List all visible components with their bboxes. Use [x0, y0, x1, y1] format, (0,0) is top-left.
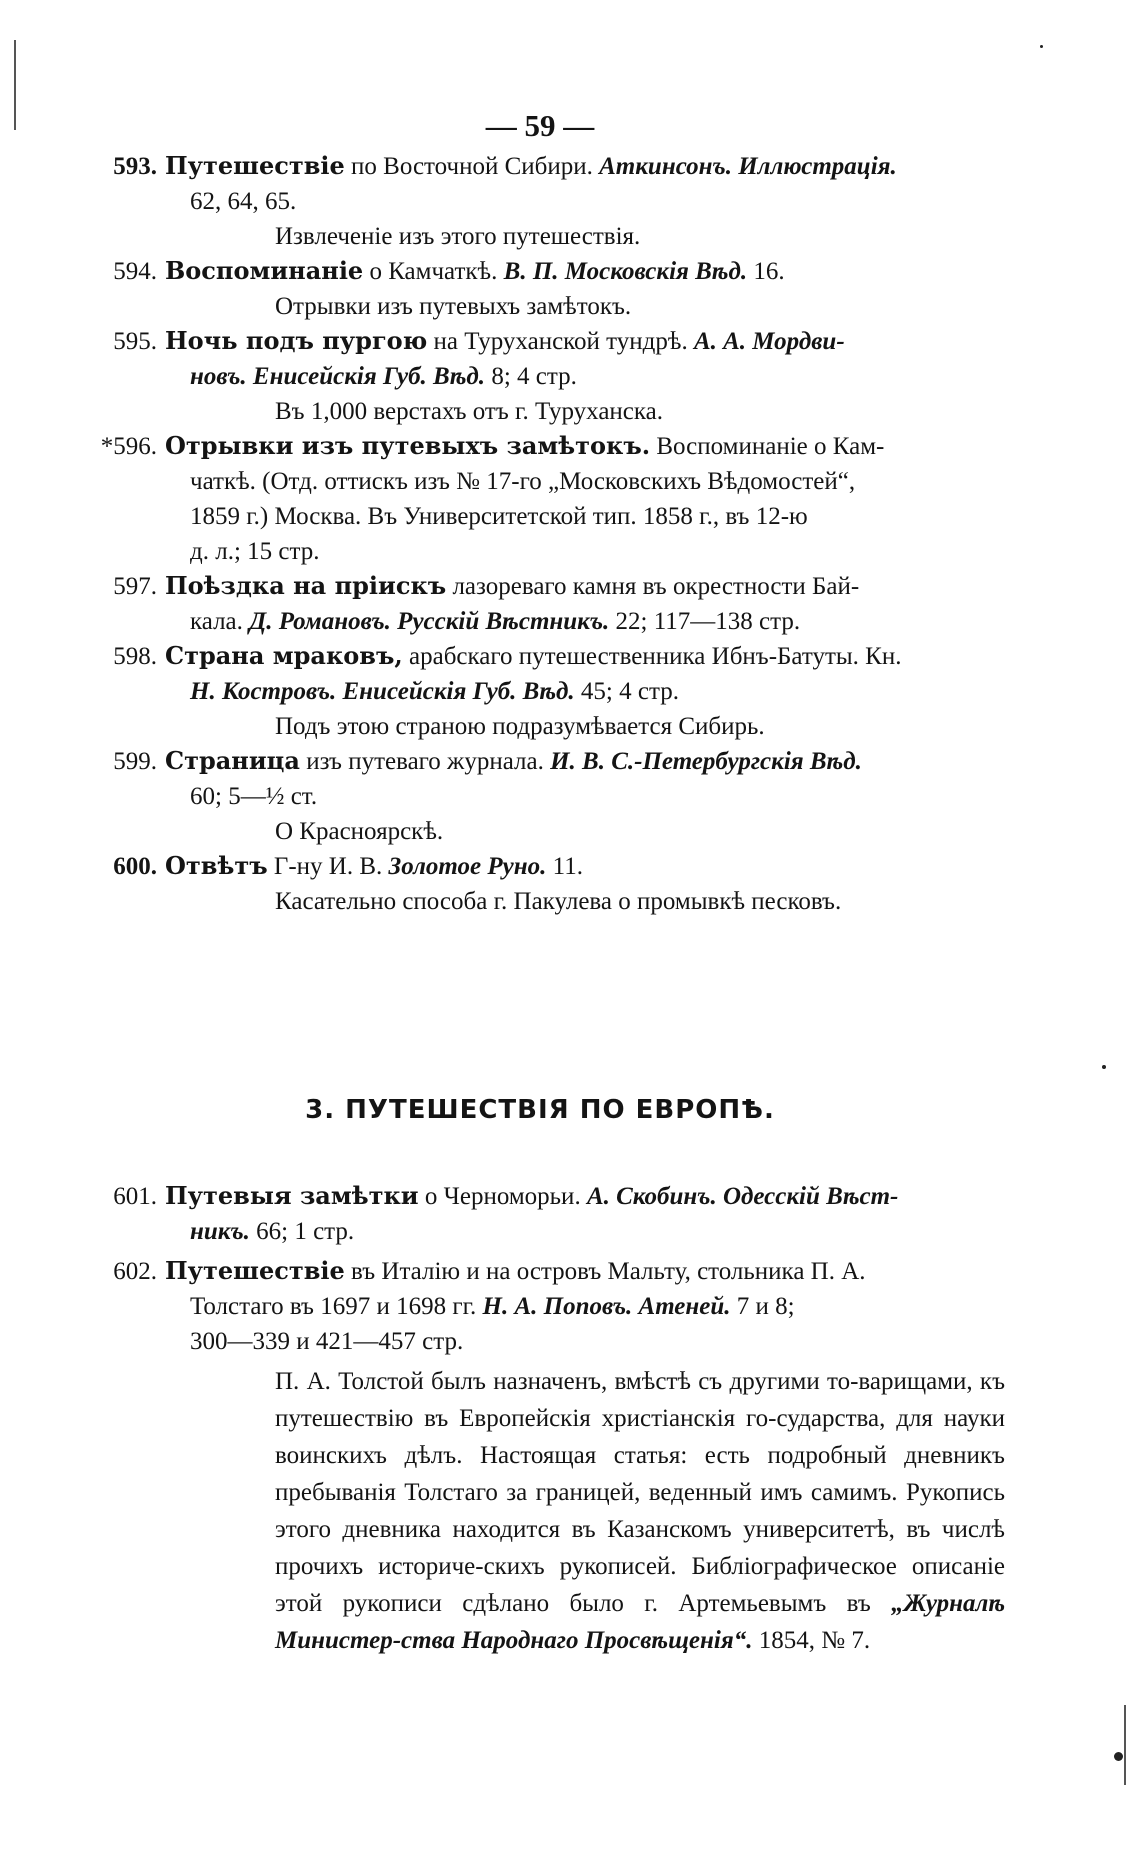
entry-line: Толстаго въ 1697 и 1698 гг.: [190, 1293, 483, 1320]
entry-note: Отрывки изъ путевыхъ замѣтокъ.: [275, 293, 632, 320]
entry-continuation: 60; 5—½ ст.: [190, 783, 318, 810]
entry-596: [75, 428, 1005, 569]
entry-author: А. А. Мордви-: [693, 328, 845, 355]
entry-line: 300—339 и 421—457 стр.: [190, 1328, 464, 1355]
entry-number: 601.: [113, 1183, 157, 1210]
entry-title: Воспоминаніе: [165, 256, 364, 285]
entry-text: арабскаго путешественника Ибнъ-Батуты. Кн.: [402, 643, 902, 670]
entry-note: Извлеченіе изъ этого путешествія.: [275, 223, 641, 250]
entry-text: лазореваго камня въ окрестности Бай-: [446, 573, 860, 600]
entry-annotation: [75, 1363, 1005, 1659]
entry-number: 599.: [113, 748, 157, 775]
entry-593: [75, 148, 1005, 254]
entry-line: чаткѣ. (Отд. оттискъ изъ № 17-го „Московскихъ Вѣдомостей“,: [190, 468, 856, 495]
entry-issue: 16.: [747, 258, 785, 285]
entry-title: Отрывки изъ путевыхъ замѣтокъ.: [165, 431, 651, 460]
entry-number: 594.: [113, 258, 157, 285]
entry-note: О Красноярскѣ.: [275, 818, 444, 845]
page-number: — 59 —: [485, 108, 595, 143]
annotation-journal: „Журналѣ Министер-ства Народнаго Просвѣщенія“.: [275, 1590, 1005, 1654]
annotation-tail: 1854, № 7.: [752, 1627, 871, 1654]
entry-author: А. Скобинъ. Одесскій Вѣст-: [586, 1183, 899, 1210]
entry-title: Путешествіе: [165, 1256, 345, 1285]
entry-595: [75, 323, 1005, 429]
entry-continuation: 66; 1 стр.: [249, 1218, 355, 1245]
scan-speck: [1040, 45, 1043, 48]
entry-text: на Туруханской тундрѣ.: [427, 328, 694, 355]
entry-line: 7 и 8;: [730, 1293, 795, 1320]
entry-continuation: 8; 4 стр.: [485, 363, 577, 390]
entry-598: [75, 638, 1005, 744]
entry-title: Страна мраковъ,: [165, 641, 403, 670]
entry-number: 602.: [113, 1258, 157, 1285]
entry-594: [75, 253, 1005, 324]
entry-text: по Восточной Сибири.: [344, 153, 600, 180]
entry-title: Ночь подъ пургою: [165, 326, 428, 355]
entry-title: Поѣздка на пріискъ: [165, 571, 447, 600]
entry-text: о Черноморьи.: [418, 1183, 587, 1210]
entry-title: Путевыя замѣтки: [165, 1181, 419, 1210]
entry-number: 598.: [113, 643, 157, 670]
entry-issue: 11.: [546, 853, 583, 880]
entry-text: изъ путеваго журнала.: [299, 748, 551, 775]
entry-author: Аткинсонъ.: [599, 153, 732, 180]
entry-text: Г-ну И. В.: [267, 853, 389, 880]
scan-edge-mark: [1124, 1705, 1126, 1785]
entry-600: [75, 848, 1005, 919]
entry-text: о Камчаткѣ.: [363, 258, 504, 285]
entry-599: [75, 743, 1005, 849]
entry-title: Отвѣтъ: [165, 851, 268, 880]
entry-number: 600.: [113, 853, 157, 880]
annotation-text: П. А. Толстой былъ назначенъ, вмѣстѣ съ другими то-варищами, къ путешествію въ Европейскія христіанскія го-сударства, для науки воинскихъ дѣлъ. Настоящая статья: есть подробный дневникъ пребыванія Толстаго за границей, веденный имъ самимъ. Рукопись этого дневника находится въ Казанскомъ университетѣ, въ числѣ прочихъ историче-скихъ рукописей. Библіографическое описаніе этой рукописи сдѣлано было г. Артемьевымъ въ: [275, 1368, 1005, 1617]
entry-journal: Н. Костровъ. Енисейскія Губ. Вѣд.: [190, 678, 575, 705]
entry-number: *596.: [100, 433, 157, 460]
entry-number: 595.: [113, 328, 157, 355]
entry-journal: новъ. Енисейскія Губ. Вѣд.: [190, 363, 486, 390]
entry-journal: никъ.: [190, 1218, 250, 1245]
entry-author: В. П.: [503, 258, 559, 285]
entry-text: въ Италію и на островъ Мальту, стольника П. А.: [344, 1258, 866, 1285]
entry-number: 593.: [113, 153, 157, 180]
entry-journal: Иллюстрація.: [731, 153, 897, 180]
entry-line: 1859 г.) Москва. Въ Университетской тип. 1858 г., въ 12-ю: [190, 503, 808, 530]
entry-journal: Московскія Вѣд.: [558, 258, 748, 285]
entry-continuation: 22; 117—138 стр.: [609, 608, 801, 635]
entry-line: д. л.; 15 стр.: [190, 538, 320, 565]
entry-journal: Д. Романовъ. Русскій Вѣстникъ.: [249, 608, 610, 635]
entry-note: Въ 1,000 верстахъ отъ г. Туруханска.: [275, 398, 664, 425]
entry-journal: Н. А. Поповъ. Атеней.: [482, 1293, 731, 1320]
entry-note: Подъ этою страною подразумѣвается Сибирь.: [275, 713, 765, 740]
entry-title: Страница: [165, 746, 300, 775]
scan-edge-mark: [14, 40, 16, 130]
entry-continuation: 45; 4 стр.: [574, 678, 679, 705]
entry-author: И. В. С.-Петербургскія Вѣд.: [550, 748, 862, 775]
entry-597: [75, 568, 1005, 639]
entry-note: Касательно способа г. Пакулева о промывкѣ песковъ.: [275, 888, 842, 915]
entry-number: 597.: [113, 573, 157, 600]
entry-continuation: 62, 64, 65.: [190, 188, 297, 215]
entry-line: кала.: [190, 608, 250, 635]
entry-title: Путешествіе: [165, 151, 345, 180]
entry-author: Золотое Руно.: [388, 853, 547, 880]
scan-speck: [1102, 1065, 1106, 1069]
entry-601: [75, 1178, 1005, 1249]
entry-602: [75, 1253, 1005, 1659]
entry-text: Воспоминаніе о Кам-: [650, 433, 885, 460]
scan-speck: [1114, 1752, 1123, 1761]
section-heading: 3. ПУТЕШЕСТВІЯ ПО ЕВРОПѢ.: [305, 1095, 775, 1125]
